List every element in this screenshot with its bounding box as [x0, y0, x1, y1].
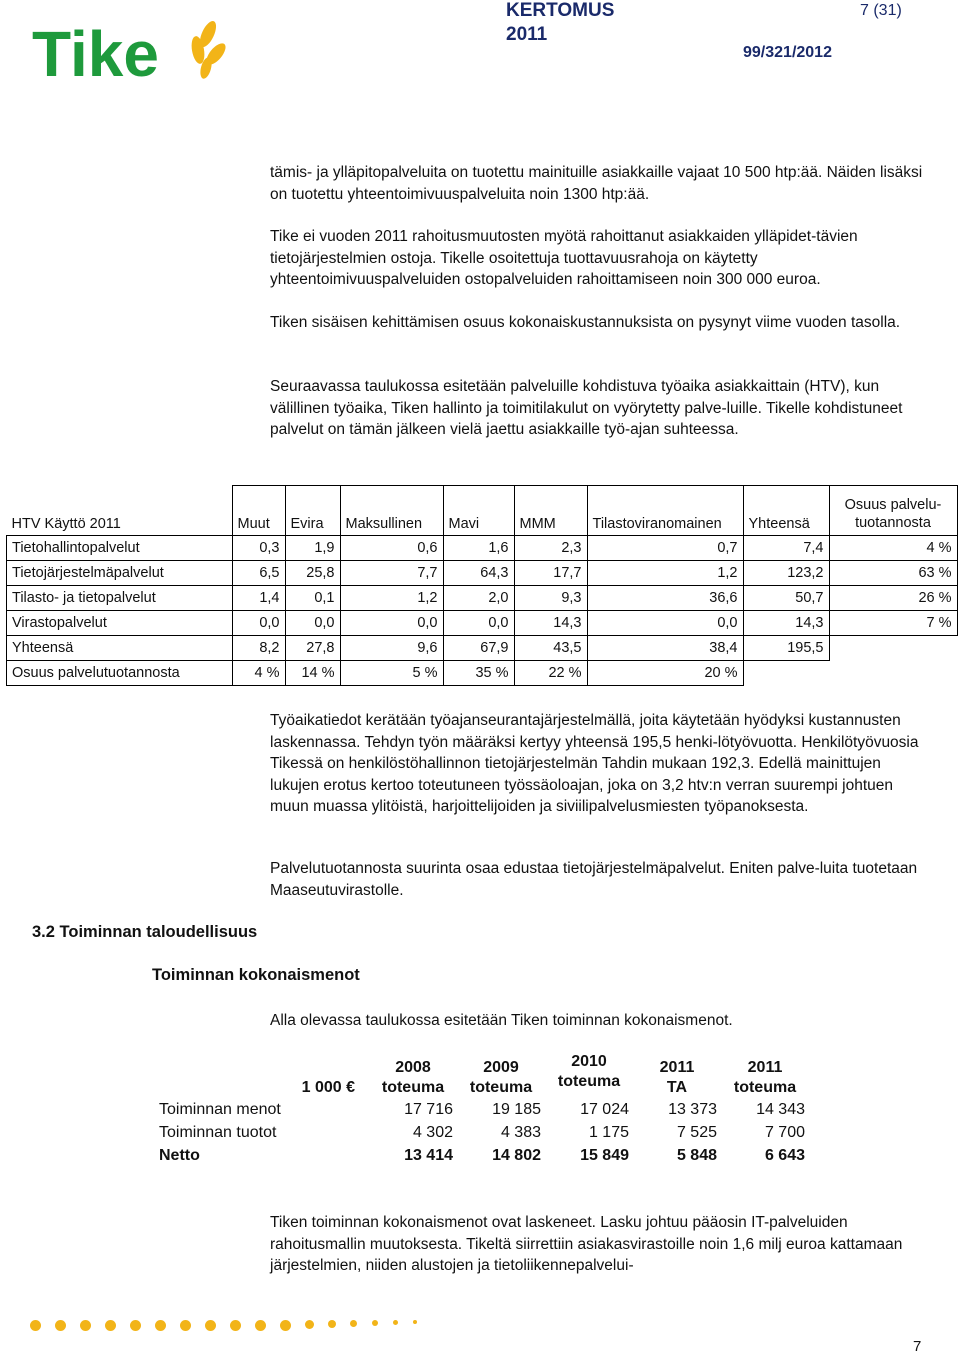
section-heading: 3.2 Toiminnan taloudellisuus [32, 923, 258, 941]
col-header: 2008 toteuma [381, 1059, 445, 1096]
table-row: Osuus palvelutuotannosta 4 % 14 % 5 % 35 % 22 % 20 % [7, 661, 958, 686]
analysis-paragraph-2: Palvelutuotannosta suurinta osaa edustaa tietojärjestelmäpalvelut. Eniten palve-luita tuotetaan Maaseutuvirastolle. [270, 860, 918, 899]
htv-header-row [7, 486, 958, 536]
section-subheading: Toiminnan kokonaismenot [152, 966, 360, 984]
doc-year: 2011 [506, 24, 548, 45]
htv-header-cell: Evira [285, 486, 340, 536]
wheat-icon [190, 19, 229, 80]
row-label: Tilasto- ja tietopalvelut [7, 586, 233, 611]
htv-header-cell: Tilastoviranomainen [587, 486, 743, 536]
table-row: Netto 13 414 14 802 15 849 5 848 6 643 [155, 1144, 809, 1167]
col-header: 2011 TA [659, 1059, 695, 1096]
doc-number: 99/321/2012 [743, 44, 832, 61]
row-label: Netto [159, 1146, 200, 1164]
col-header: 2010 toteuma [557, 1053, 621, 1090]
table-row: Tietojärjestelmäpalvelut 6,5 25,8 7,7 64,3 17,7 1,2 123,2 63 % [7, 561, 958, 586]
logo-text: Tike [32, 18, 159, 82]
unit-label: 1 000 € [301, 1079, 355, 1096]
page-of: 7 (31) [860, 2, 902, 19]
closing-paragraph: Tiken toiminnan kokonaismenot ovat laskeneet. Lasku johtuu pääosin IT-palveluiden rahoitusmallin muutoksesta. Tikeltä siirrettiin asiakasvirastoille noin 1,6 milj euroa kattamaan järjestelmien, niiden alustojen ja tietoliikennepalvelui- [270, 1214, 903, 1274]
htv-header-cell: Maksullinen [340, 486, 443, 536]
intro-paragraph-4: Seuraavassa taulukossa esitetään palveluille kohdistuva työaika asiakkaittain (HTV), kun välillinen työaika, Tiken hallinto ja toimitilakulut on vyörytetty palve-luille. Tikelle kohdistuneet palvelut on tämän jälkeen vielä jaettu asiakkaille työ-ajan suhteessa. [270, 378, 903, 438]
table-row: Yhteensä 8,2 27,8 9,6 67,9 43,5 38,4 195,5 [7, 636, 958, 661]
htv-header-cell: Mavi [443, 486, 514, 536]
col-header: 2011 toteuma [733, 1059, 797, 1096]
cost-table-lead: Alla olevassa taulukossa esitetään Tiken toiminnan kokonaismenot. [270, 1012, 733, 1029]
intro-paragraph-1: tämis- ja ylläpitopalveluita on tuotettu mainituille asiakkaille vajaat 10 500 htp:ää. Näiden lisäksi on tuotettu yhteentoimivuuspalveluita noin 1300 htp:ää. [270, 164, 923, 203]
cost-table [155, 1052, 809, 1167]
htv-table [6, 485, 958, 686]
row-label: Yhteensä [7, 636, 233, 661]
row-label: Virastopalvelut [7, 611, 233, 636]
col-header: 2009 toteuma [469, 1059, 533, 1096]
table-row: Virastopalvelut 0,0 0,0 0,0 0,0 14,3 0,0 14,3 7 % [7, 611, 958, 636]
htv-header-cell: Muut [232, 486, 285, 536]
table-row: Toiminnan tuotot 4 302 4 383 1 175 7 525 7 700 [155, 1121, 809, 1144]
htv-header-cell: HTV Käyttö 2011 [11, 516, 121, 532]
doc-type: KERTOMUS [506, 0, 615, 21]
row-label: Toiminnan tuotot [159, 1123, 277, 1141]
table-row: Tietohallintopalvelut 0,3 1,9 0,6 1,6 2,3 0,7 7,4 4 % [7, 536, 958, 561]
intro-paragraph-3: Tiken sisäisen kehittämisen osuus kokonaiskustannuksista on pysynyt viime vuoden tasolla. [270, 314, 901, 331]
row-label: Tietohallintopalvelut [7, 536, 233, 561]
htv-header-cell: MMM [514, 486, 587, 536]
table-row: Toiminnan menot 17 716 19 185 17 024 13 373 14 343 [155, 1098, 809, 1121]
table-row: Tilasto- ja tietopalvelut 1,4 0,1 1,2 2,0 9,3 36,6 50,7 26 % [7, 586, 958, 611]
cost-header-row [155, 1052, 809, 1098]
row-label: Toiminnan menot [159, 1100, 281, 1118]
tike-logo [30, 10, 230, 82]
htv-header-cell: Yhteensä [743, 486, 829, 536]
htv-header-cell: Osuus palvelu-tuotannosta [829, 486, 957, 536]
row-label: Tietojärjestelmäpalvelut [7, 561, 233, 586]
intro-paragraph-2: Tike ei vuoden 2011 rahoitusmuutosten myötä rahoittanut asiakkaiden ylläpidet-tävien tietojärjestelmien ostoja. Tikelle osoitettuja tuottavuusrahoja on käytetty yhteentoimivuuspalveluiden ostopalveluiden rahoittamiseen noin 300 000 euroa. [270, 228, 858, 288]
page-number: 7 [913, 1338, 922, 1355]
row-label: Osuus palvelutuotannosta [7, 661, 233, 686]
analysis-paragraph-1: Työaikatiedot kerätään työajanseurantajärjestelmällä, joita käytetään hyödyksi kustannusten laskennassa. Tehdyn työn määräksi kertyy yhteensä 195,5 henki-lötyövuotta. Henkilötyövuosia Tikessä on henkilöstöhallinnon tietojärjestelmän Tahdin mukaan 192,3. Edellä mainittujen lukujen erotus kertoo toteutuneen työssäoloajan, joka on 3,2 htv:n verran suurempi johtuen muun muassa ylitöistä, harjoittelijoiden ja siviilipalvelusmiesten työpanoksesta. [270, 712, 919, 815]
